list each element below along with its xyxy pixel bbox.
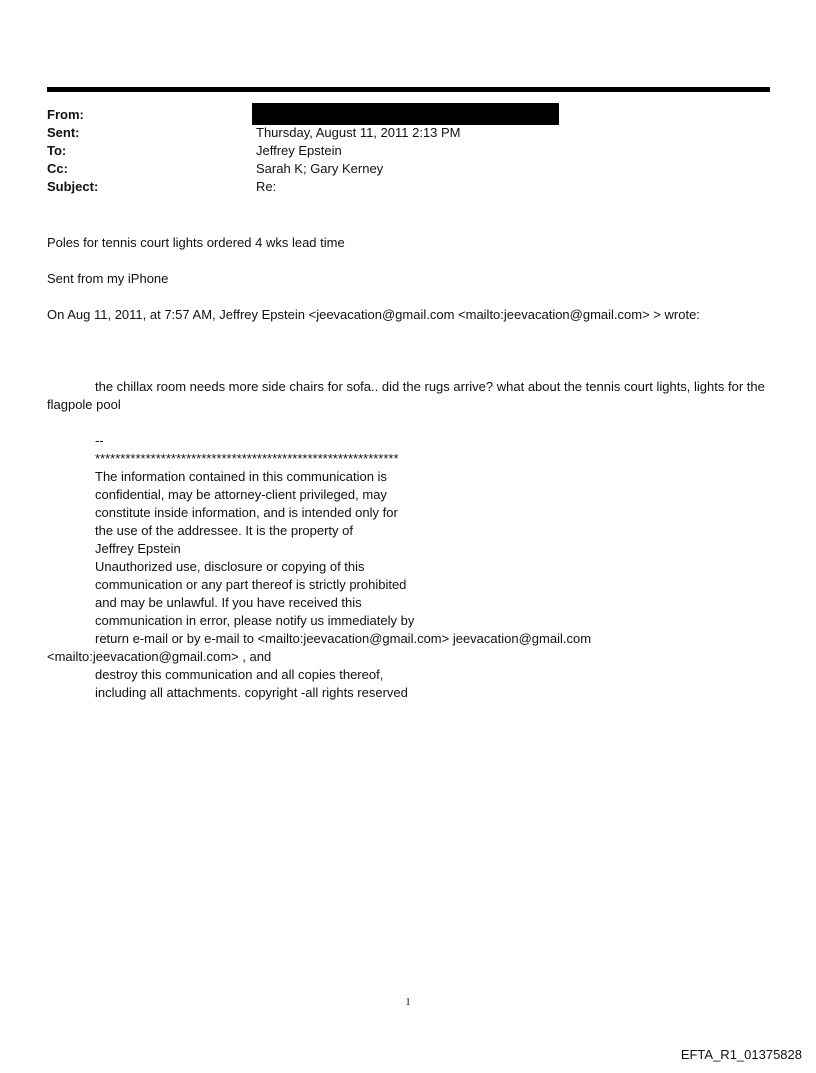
page-number: 1 <box>405 996 411 1008</box>
disclaimer-line: communication or any part thereof is strictly prohibited <box>95 577 407 592</box>
document-id: EFTA_R1_01375828 <box>680 1047 802 1062</box>
cc-label: Cc: <box>47 161 68 176</box>
cc-value: Sarah K; Gary Kerney <box>256 161 384 176</box>
to-label: To: <box>47 143 67 158</box>
signature-text: Sent from my iPhone <box>47 271 169 286</box>
disclaimer-dashes: -- <box>95 433 104 448</box>
disclaimer-line: Jeffrey Epstein <box>95 541 181 556</box>
disclaimer-stars: ************************************************************ <box>95 451 399 466</box>
disclaimer-line: destroy this communication and all copies thereof, <box>95 667 384 682</box>
disclaimer-line: the use of the addressee. It is the property of <box>95 523 353 538</box>
disclaimer-line: return e-mail or by e-mail to <mailto:jeevacation@gmail.com> jeevacation@gmail.com <box>95 631 592 646</box>
disclaimer-line: constitute inside information, and is intended only for <box>95 505 398 520</box>
disclaimer-line: including all attachments. copyright -all rights reserved <box>95 685 408 700</box>
disclaimer-line: confidential, may be attorney-client privileged, may <box>95 487 387 502</box>
reply-text: Poles for tennis court lights ordered 4 wks lead time <box>47 235 345 250</box>
email-header <box>47 106 767 196</box>
redacted-sender <box>252 103 559 125</box>
quote-intro: On Aug 11, 2011, at 7:57 AM, Jeffrey Epstein <jeevacation@gmail.com <mailto:jeevacation@gmail.com> > wrote: <box>47 307 700 322</box>
disclaimer-line: <mailto:jeevacation@gmail.com> , and <box>47 649 272 664</box>
subject-label: Subject: <box>47 179 99 194</box>
sent-row <box>47 124 767 142</box>
to-value: Jeffrey Epstein <box>256 143 342 158</box>
cc-row <box>47 160 767 178</box>
quoted-message-text: the chillax room needs more side chairs for sofa.. did the rugs arrive? what about the tennis court lights, lights for the flagpole pool <box>47 379 765 412</box>
disclaimer-block <box>47 432 769 702</box>
disclaimer-line: communication in error, please notify us immediately by <box>95 613 415 628</box>
disclaimer-line: Unauthorized use, disclosure or copying of this <box>95 559 365 574</box>
sent-value: Thursday, August 11, 2011 2:13 PM <box>256 125 461 140</box>
to-row <box>47 142 767 160</box>
subject-row <box>47 178 767 196</box>
from-row <box>47 106 767 124</box>
disclaimer-line: and may be unlawful. If you have received this <box>95 595 362 610</box>
sent-label: Sent: <box>47 125 80 140</box>
header-rule <box>47 87 770 92</box>
disclaimer-line: The information contained in this communication is <box>95 469 387 484</box>
quoted-message <box>47 378 769 414</box>
from-label: From: <box>47 107 84 122</box>
subject-value: Re: <box>256 179 277 194</box>
